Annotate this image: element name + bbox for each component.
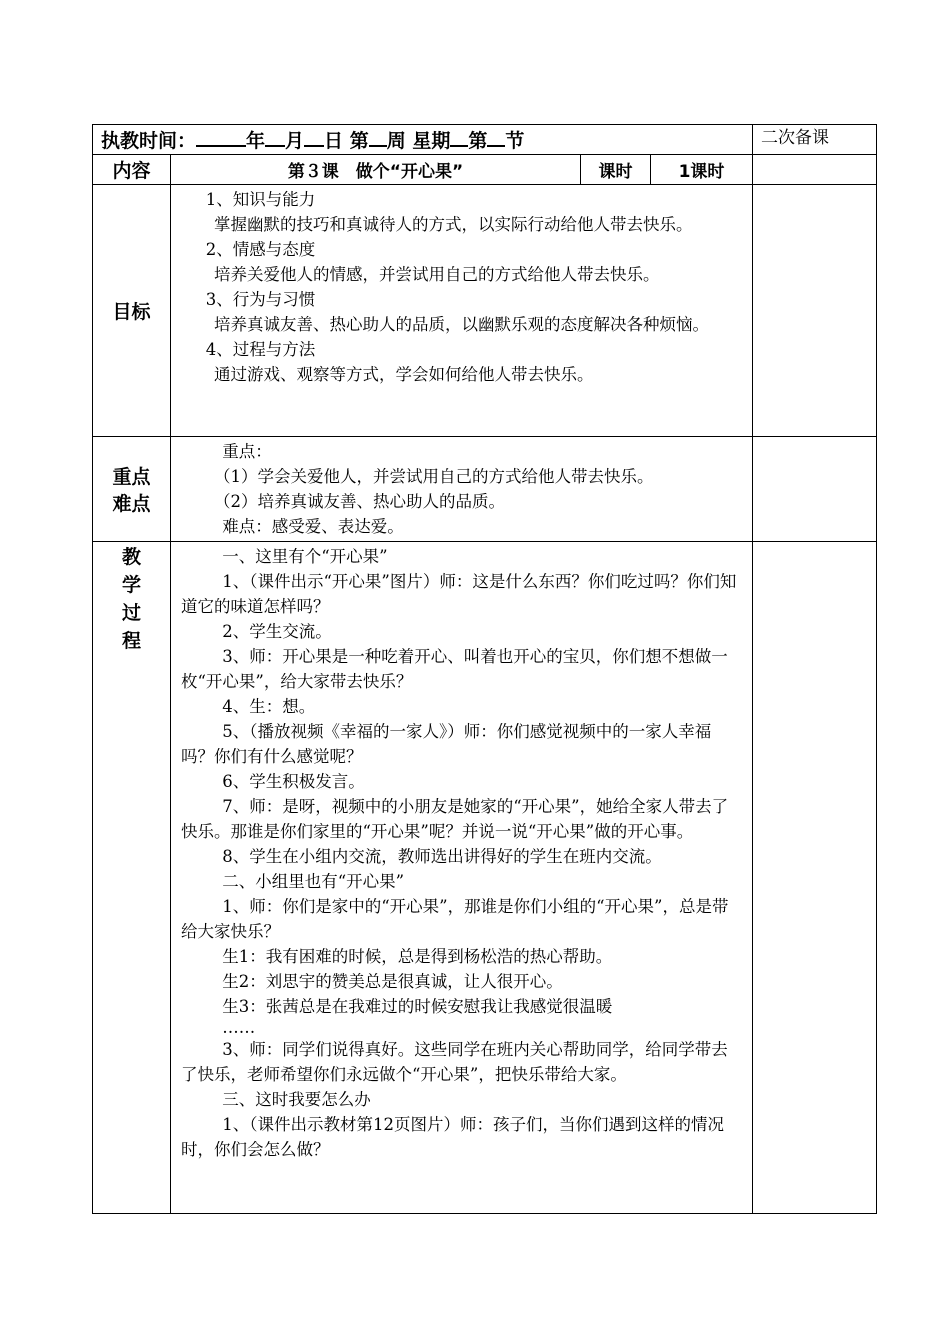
- key-points-line: （1）学会关爱他人，并尝试用自己的方式给他人带去快乐。: [214, 467, 654, 486]
- process-line: 1、（课件出示“开心果”图片）师：这是什么东西？你们吃过吗？你们知道它的味道怎样吗？: [181, 572, 737, 616]
- process-line: ……: [222, 1018, 256, 1037]
- period-prefix: 第: [468, 130, 488, 152]
- day-blank: [304, 125, 324, 147]
- title-row-notes: [753, 155, 877, 185]
- process-line: 一、这里有个“开心果”: [222, 547, 388, 566]
- goals-notes: [753, 185, 877, 437]
- process-line: 二、小组里也有“开心果”: [222, 872, 405, 891]
- goals-line: 1、知识与能力: [205, 190, 316, 209]
- month-blank: [265, 125, 285, 147]
- process-line: 7、师：是呀，视频中的小朋友是她家的“开心果”，她给全家人带去了快乐。那谁是你们家里的“开心果”呢？并说一说“开心果”做的开心事。: [181, 797, 729, 841]
- year-blank: [196, 125, 246, 147]
- period-blank: [487, 125, 505, 147]
- key-points-label-2: 难点: [112, 493, 151, 515]
- key-points-row: [93, 437, 877, 542]
- day-label: 日: [324, 130, 344, 152]
- second-prep-cell: 二次备课: [753, 125, 877, 155]
- process-line: 生1：我有困难的时候，总是得到杨松浩的热心帮助。: [222, 947, 613, 966]
- key-points-line: （2）培养真诚友善、热心助人的品质。: [214, 492, 505, 511]
- weekday-blank: [450, 125, 468, 147]
- key-points-notes: [753, 437, 877, 542]
- process-line: 4、生：想。: [222, 697, 316, 716]
- process-line: 3、师：同学们说得真好。这些同学在班内关心帮助同学，给同学带去了快乐，老师希望你们永远做个“开心果”，把快乐带给大家。: [181, 1040, 728, 1084]
- goals-line: 掌握幽默的技巧和真诚待人的方式，以实际行动给他人带去快乐。: [214, 215, 693, 234]
- key-points-label-1: 重点: [112, 466, 151, 488]
- goals-line: 培养关爱他人的情感，并尝试用自己的方式给他人带去快乐。: [214, 265, 660, 284]
- process-line: 2、学生交流。: [222, 622, 332, 641]
- process-content: [171, 542, 753, 1214]
- goals-line: 2、情感与态度: [205, 240, 316, 259]
- lesson-plan-table: [92, 124, 877, 1214]
- process-line: 生3：张茜总是在我难过的时候安慰我让我感觉很温暖: [222, 997, 613, 1016]
- process-row: [93, 542, 877, 1214]
- week-label: 周: [386, 130, 406, 152]
- teach-time-cell: [93, 125, 753, 155]
- goals-content: [171, 185, 753, 437]
- month-label: 月: [285, 130, 305, 152]
- goals-label: 目标: [93, 185, 171, 437]
- process-line: 三、这时我要怎么办: [222, 1090, 371, 1109]
- key-points-line: 难点：感受爱、表达爱。: [222, 517, 404, 536]
- process-label: [93, 542, 171, 1214]
- process-line: 生2：刘思宇的赞美总是很真诚，让人很开心。: [222, 972, 563, 991]
- process-line: 8、学生在小组内交流，教师选出讲得好的学生在班内交流。: [222, 847, 662, 866]
- key-points-content: [171, 437, 753, 542]
- lesson-title: 第３课 做个“开心果”: [171, 155, 581, 185]
- goals-line: 培养真诚友善、热心助人的品质，以幽默乐观的态度解决各种烦恼。: [214, 315, 709, 334]
- content-label: 内容: [93, 155, 171, 185]
- process-line: 3、师：开心果是一种吃着开心、叫着也开心的宝贝，你们想不想做一枚“开心果”，给大家带去快乐？: [181, 647, 728, 691]
- process-label-char: 学: [121, 574, 141, 596]
- process-line: 1、师：你们是家中的“开心果”，那谁是你们小组的“开心果”，总是带给大家快乐？: [181, 897, 729, 941]
- goals-line: 3、行为与习惯: [205, 290, 316, 309]
- goals-line: 4、过程与方法: [205, 340, 316, 359]
- key-points-label: [93, 437, 171, 542]
- title-row: [93, 155, 877, 185]
- hours-value: 1课时: [651, 155, 753, 185]
- week-prefix: 第: [349, 130, 369, 152]
- process-notes: [753, 542, 877, 1214]
- goals-row: [93, 185, 877, 437]
- header-row: [93, 125, 877, 155]
- process-line: 6、学生积极发言。: [222, 772, 365, 791]
- teach-time-label: 执教时间：: [101, 130, 197, 152]
- week-blank: [369, 125, 387, 147]
- weekday-label: 星期: [412, 130, 451, 152]
- period-label: 节: [505, 130, 525, 152]
- year-label: 年: [246, 130, 266, 152]
- process-label-char: 教: [121, 546, 141, 568]
- process-label-char: 程: [121, 630, 141, 652]
- goals-line: 通过游戏、观察等方式，学会如何给他人带去快乐。: [214, 365, 594, 384]
- hours-label: 课时: [581, 155, 651, 185]
- process-line: 5、（播放视频《幸福的一家人》）师：你们感觉视频中的一家人幸福吗？你们有什么感觉呢？: [181, 722, 712, 766]
- process-line: 1、（课件出示教材第12页图片）师：孩子们，当你们遇到这样的情况时，你们会怎么做？: [181, 1115, 724, 1159]
- process-label-char: 过: [121, 602, 141, 624]
- key-points-line: 重点：: [222, 442, 272, 461]
